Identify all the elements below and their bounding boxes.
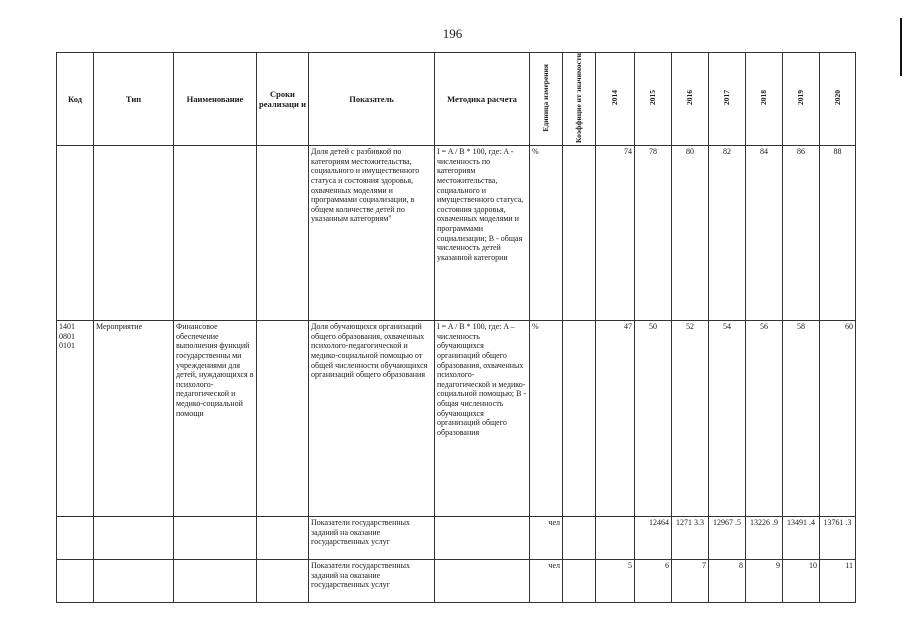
header-2018: 2018 [759, 90, 769, 106]
indicators-table [56, 52, 856, 603]
cell-2018: 84 [746, 146, 783, 321]
cell-2020: 11 [820, 560, 856, 603]
table-row [57, 560, 856, 603]
header-2017-cell [709, 53, 746, 146]
cell-2015: 50 [635, 321, 672, 517]
header-2016-cell [672, 53, 709, 146]
cell-name: Финансовое обеспечение выполнения функций государственны ми учреждениями для детей, нуждающихся в психолого-педагогической и медико-социальной помощи [174, 321, 257, 517]
header-unit: Единица измерения [541, 64, 551, 132]
cell-indicator: Показатели государственных заданий на оказание государственных услуг [309, 517, 435, 560]
cell-type: Мероприятие [94, 321, 174, 517]
cell-unit: чел [530, 560, 563, 603]
header-method: Методика расчета [435, 53, 530, 146]
cell-2016: 1271 3.3 [672, 517, 709, 560]
cell-2019: 13491 .4 [783, 517, 820, 560]
cell-2014 [596, 517, 635, 560]
cell-type [94, 517, 174, 560]
table-row [57, 146, 856, 321]
header-2019-cell [783, 53, 820, 146]
header-2018-cell [746, 53, 783, 146]
cell-unit: чел [530, 517, 563, 560]
cell-2020: 60 [820, 321, 856, 517]
cell-code [57, 517, 94, 560]
cell-terms [257, 146, 309, 321]
cell-coef [563, 321, 596, 517]
cell-2019: 10 [783, 560, 820, 603]
cell-method [435, 517, 530, 560]
cell-2019: 86 [783, 146, 820, 321]
cell-2020: 13761 .3 [820, 517, 856, 560]
header-type: Тип [94, 53, 174, 146]
cell-indicator: Доля детей с разбивкой по категориям местожительства, социального и имущественного статуса и состояния здоровья, охваченных моделями и программами социализации, в общем количестве детей по указанным категориям" [309, 146, 435, 321]
page-number: 196 [442, 26, 463, 41]
cell-2019: 58 [783, 321, 820, 517]
cell-coef [563, 517, 596, 560]
cell-2016: 7 [672, 560, 709, 603]
cell-name [174, 517, 257, 560]
cell-method: I = A / B * 100, где: A - численность по категориям местожительства, социального и имущественного статуса, состояния здоровья, охваченных моделями и программами социализации; B - общая численность детей указанной категории [435, 146, 530, 321]
cell-unit: % [530, 146, 563, 321]
table-row [57, 321, 856, 517]
cell-2014: 47 [596, 321, 635, 517]
header-terms: Сроки реализаци и [257, 53, 309, 146]
cell-coef [563, 560, 596, 603]
cell-2016: 80 [672, 146, 709, 321]
header-indicator: Показатель [309, 53, 435, 146]
scan-edge-mark [900, 18, 902, 76]
cell-2018: 56 [746, 321, 783, 517]
cell-2017: 82 [709, 146, 746, 321]
cell-type [94, 560, 174, 603]
cell-2015: 6 [635, 560, 672, 603]
cell-2015: 78 [635, 146, 672, 321]
cell-2017: 12967 .5 [709, 517, 746, 560]
header-name: Наименование [174, 53, 257, 146]
cell-code [57, 560, 94, 603]
cell-terms [257, 560, 309, 603]
header-2019: 2019 [796, 90, 806, 106]
header-coef-cell [563, 53, 596, 146]
cell-method: I = A / B * 100, где: A – численность обучающихся организаций общего образования, охваченных психолого-педагогической и медико-социальной помощью; B - общая численность обучающихся организаций общего образования [435, 321, 530, 517]
header-2015-cell [635, 53, 672, 146]
header-coef: Коэффицие нт значимости [574, 53, 584, 143]
table-header-row [57, 53, 856, 146]
cell-indicator: Показатели государственных заданий на оказание государственных услуг [309, 560, 435, 603]
header-2014: 2014 [610, 90, 620, 106]
cell-name [174, 560, 257, 603]
cell-name [174, 146, 257, 321]
header-2014-cell [596, 53, 635, 146]
cell-coef [563, 146, 596, 321]
cell-2017: 8 [709, 560, 746, 603]
cell-terms [257, 321, 309, 517]
table-row [57, 517, 856, 560]
header-2017: 2017 [722, 90, 732, 106]
cell-type [94, 146, 174, 321]
header-2020-cell [820, 53, 856, 146]
cell-2015: 12464 [635, 517, 672, 560]
cell-2016: 52 [672, 321, 709, 517]
cell-terms [257, 517, 309, 560]
cell-2018: 9 [746, 560, 783, 603]
cell-code: 1401 0801 0101 [57, 321, 94, 517]
cell-2017: 54 [709, 321, 746, 517]
cell-2020: 88 [820, 146, 856, 321]
header-unit-cell [530, 53, 563, 146]
header-code: Код [57, 53, 94, 146]
cell-2014: 5 [596, 560, 635, 603]
cell-2014: 74 [596, 146, 635, 321]
cell-unit: % [530, 321, 563, 517]
cell-2018: 13226 .9 [746, 517, 783, 560]
cell-indicator: Доля обучающихся организаций общего образования, охваченных психолого-педагогической и медико-социальной помощью от общей численности обучающихся организаций общего образования [309, 321, 435, 517]
cell-method [435, 560, 530, 603]
header-2015: 2015 [648, 90, 658, 106]
header-2020: 2020 [832, 90, 842, 106]
header-2016: 2016 [685, 90, 695, 106]
cell-code [57, 146, 94, 321]
